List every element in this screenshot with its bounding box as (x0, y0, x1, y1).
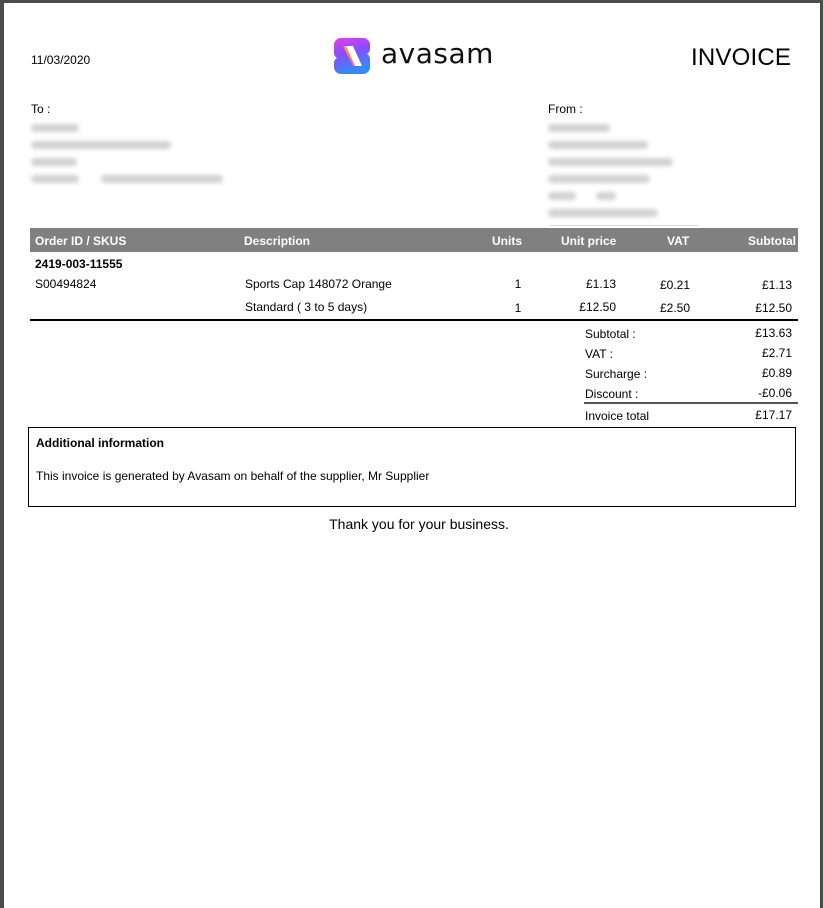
col-units: Units (492, 234, 522, 248)
redacted-city (548, 158, 673, 166)
table-bottom-rule (30, 319, 798, 321)
subtotal-label: Subtotal : (585, 327, 636, 341)
row-vat: £2.50 (660, 301, 691, 315)
discount-label: Discount : (585, 387, 639, 401)
from-divider (550, 225, 698, 226)
redacted-street (548, 141, 648, 149)
redacted-invoice-number (31, 175, 271, 192)
from-label: From : (548, 102, 583, 116)
subtotal-value: £13.63 (755, 326, 792, 340)
invoice-date: 11/03/2020 (31, 53, 91, 67)
recipient-redacted-lines (31, 124, 271, 192)
vat-value: £2.71 (761, 346, 792, 360)
invoice-total-value: £17.17 (755, 408, 792, 422)
line-items-header (30, 228, 798, 252)
row-description: Sports Cap 148072 Orange (245, 277, 392, 291)
surcharge-value: £0.89 (761, 366, 792, 380)
redacted-email (31, 141, 171, 149)
thank-you-message: Thank you for your business. (329, 516, 509, 532)
col-subtotal: Subtotal (748, 234, 796, 248)
order-id: 2419-003-11555 (35, 257, 123, 271)
redacted-country (548, 175, 650, 183)
row-description: Standard ( 3 to 5 days) (245, 300, 368, 314)
surcharge-label: Surcharge : (585, 367, 648, 381)
additional-info-text: This invoice is generated by Avasam on behalf of the supplier, Mr Supplier (36, 469, 430, 483)
row-unit-price: £1.13 (585, 277, 616, 291)
redacted-supplier-name (548, 124, 610, 132)
redacted-vat-number (548, 192, 718, 209)
avasam-logo-icon (333, 36, 371, 76)
col-order-id: Order ID / SKUS (35, 234, 127, 248)
row-subtotal: £12.50 (755, 301, 792, 315)
col-vat: VAT (667, 234, 690, 248)
invoice-page (4, 3, 820, 908)
supplier-address (548, 102, 718, 226)
recipient-address (31, 102, 271, 192)
redacted-company-number (548, 209, 658, 217)
invoice-total-label: Invoice total (585, 409, 650, 423)
vat-label: VAT : (585, 347, 614, 361)
redacted-phone (31, 158, 77, 166)
row-sku: S00494824 (35, 277, 97, 291)
row-subtotal: £1.13 (761, 278, 792, 292)
col-unit-price: Unit price (561, 234, 617, 248)
redacted-name (31, 124, 79, 132)
document-title: INVOICE (691, 44, 792, 71)
row-units: 1 (514, 301, 522, 315)
supplier-redacted-lines (548, 124, 718, 217)
additional-info-title: Additional information (36, 436, 164, 450)
col-description: Description (244, 234, 311, 248)
additional-info-box (28, 427, 796, 507)
row-unit-price: £12.50 (579, 300, 616, 314)
brand-name: avasam (381, 37, 494, 70)
totals-rule (584, 402, 798, 404)
row-units: 1 (514, 277, 522, 291)
brand-logo (333, 33, 503, 79)
row-vat: £0.21 (660, 278, 691, 292)
to-label: To : (31, 102, 51, 116)
discount-value: -£0.06 (757, 386, 792, 400)
